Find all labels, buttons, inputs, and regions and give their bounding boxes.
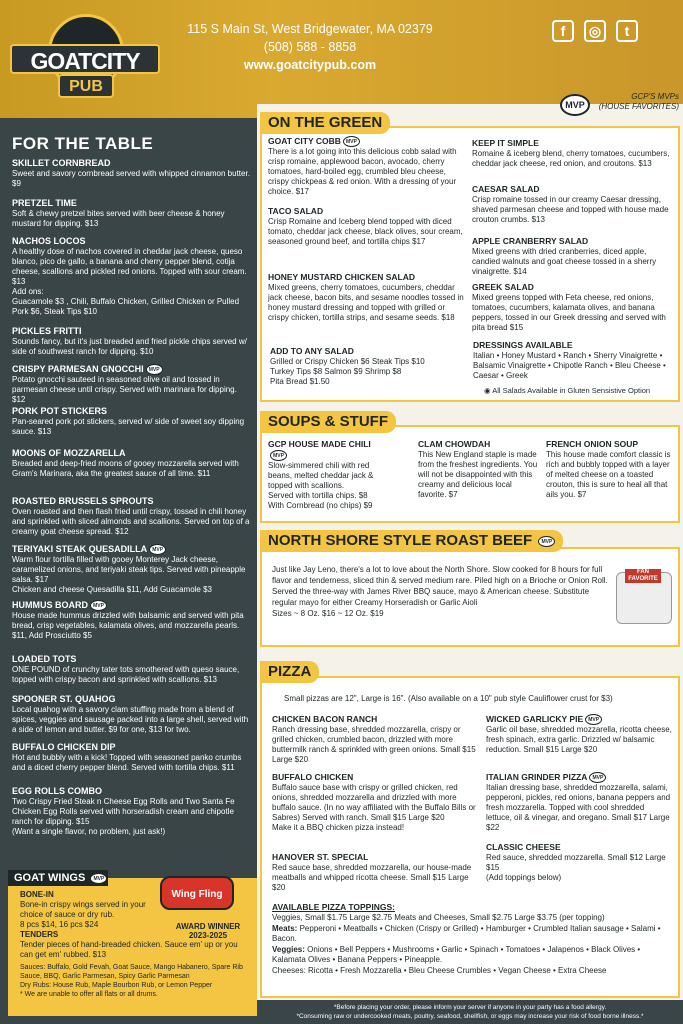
menu-item [12,158,252,189]
meats-label: Meats: [272,923,298,933]
menu-item-desc: A healthy dose of nachos covered in cheddar jack cheese, queso blanco, pico de gallo, a banana and cherry pepper blend, cotija cheese, scallions and pickled red onions. Topped with sour cream. $13 [12,247,247,286]
menu-item-title [12,326,252,337]
menu-item-title [12,694,252,705]
menu-item-name: CLAM CHOWDAH [418,439,491,449]
bone-in-desc: Bone-in crispy wings served in your choice of sauce or dry rub. [20,900,146,919]
veggies-line [272,945,672,966]
cheeses-label: Cheeses: [272,965,306,975]
menu-item [12,236,252,317]
menu-item-name: LOADED TOTS [12,654,77,664]
menu-item-name: KEEP IT SIMPLE [472,138,539,148]
menu-item-title [12,654,252,665]
menu-item-name: BUFFALO CHICKEN [272,772,354,782]
menu-item [12,654,252,685]
menu-item-extra: With Cornbread (no chips) $9 [268,501,373,511]
veggies-label: Veggies: [272,944,305,954]
menu-item-title [472,138,674,149]
menu-item-extra: Make it a BBQ chicken pizza instead! [272,823,405,832]
menu-item-desc: Oven roasted and then flash fried until crispy, tossed in chili honey and sprinkled with sliced almonds and scallions. Served on top of a creamy goat cheese spread. $12 [12,507,250,536]
menu-item [12,326,252,357]
soups-title: SOUPS & STUFF [260,411,396,433]
menu-item-desc: Red sauce, shredded mozzarella. Small $12 Large $15 [486,853,666,872]
mvp-badge-icon: MVP [146,364,163,375]
wings-note: * We are unable to offer all flats or all drums. [20,991,158,998]
menu-item-title [268,136,468,147]
mvp-badge-icon: MVP [343,136,360,147]
menu-item-name: HONEY MUSTARD CHICKEN SALAD [268,272,416,282]
menu-item [268,439,386,511]
menu-item-desc: Slow-simmered chili with red beans, melted cheddar jack & topped with scallions. [268,461,374,491]
menu-item [272,714,477,765]
menu-item-title [472,236,674,247]
menu-item-desc: Romaine & iceberg blend, cherry tomatoes, cucumbers, cheddar jack cheese, red onion, and croutons. $13 [472,149,670,168]
menu-item-desc: There is a lot going into this delicious cobb salad with crisp romaine, applewood bacon, avocado, cherry tomatoes, hard-boiled egg, crumbled bleu cheese, crispy chickpeas & red onion. With a dressing of your choice. $17 [268,147,457,197]
menu-item-title [12,406,252,417]
menu-item-name: SPOONER ST. QUAHOG [12,694,116,704]
menu-item [486,772,672,833]
menu-item-desc: Sweet and savory cornbread served with whipped cinnamon butter. $9 [12,169,250,188]
add-line-2: Turkey Tips $8 Salmon $9 Shrimp $8 [270,367,402,376]
menu-item-desc: Garlic oil base, shredded mozzarella, ricotta cheese, fresh spinach, extra garlic. Drizzled w/ balsamic reduction. Small $15 Large $20 [486,725,672,755]
menu-item-title [546,439,672,450]
menu-item [272,852,477,893]
cheeses-line [272,966,672,977]
menu-item-desc: Mixed greens, cherry tomatoes, cucumbers, cheddar jack cheese, bacon bits, and sesame noodles tossed in honey mustard dressing and topped with grilled or crispy chicken, tortilla strips, and sesame seeds. $18 [268,283,464,322]
menu-item-extra: Guacamole $3 , Chili, Buffalo Chicken, Grilled Chicken or Pulled Pork $6, Steak Tips $10 [12,297,240,316]
tenders-title: TENDERS [20,930,59,939]
raw-food-note: *Consuming raw or undercooked meats, poultry, seafood, shellfish, or eggs may increase your risk of food borne illness.* [296,1013,644,1020]
instagram-icon[interactable]: ◎ [584,20,606,42]
menu-item-desc: Two Crispy Fried Steak n Cheese Egg Rolls and Two Santa Fe Chicken Egg Rolls served with horseradish cream and chipotle ranch for dipping. $15 [12,797,235,826]
menu-item [472,138,674,169]
menu-item-desc: Hot and bubbly with a kick! Topped with seasoned panko crumbs and a diced cherry pepper blend. Served with tortilla chips. $11 [12,753,242,772]
menu-item [268,206,468,247]
menu-item-extra: (Want a single flavor, no problem, just ask!) [12,827,166,836]
menu-item-name: CLASSIC CHEESE [486,842,561,852]
menu-item-name: ITALIAN GRINDER PIZZA [486,772,588,782]
goat-wings-title [8,870,108,886]
menu-item [12,544,252,595]
bone-in-title: BONE-IN [20,890,54,899]
menu-item-name: PRETZEL TIME [12,198,77,208]
menu-item [472,184,674,225]
address: 115 S Main St, West Bridgewater, MA 02379 [187,22,433,36]
dressings [473,340,673,381]
menu-item-desc: This New England staple is made from the freshest ingredients. You will not be disappointed with this creamy and delicious local favorite. $7 [418,450,538,499]
logo-sub: PUB [58,74,114,98]
menu-item-extra: Chicken and cheese Quesadilla $11, Add Guacamole $3 [12,585,212,595]
menu-item [12,406,252,437]
menu-item [472,282,674,333]
dressings-list: Italian • Honey Mustard • Ranch • Sherry Vinaigrette • Balsamic Vinaigrette • Chipotle Ranch • Bleu Cheese • Caesar • Greek [473,351,666,380]
menu-item-desc: Red sauce base, shredded mozzarella, our house-made meatballs and whipped ricotta cheese. Small $15 Large $20 [272,863,472,892]
menu-item-desc: Soft & chewy pretzel bites served with beer cheese & honey mustard for dipping. $13 [12,209,225,228]
roast-beef-desc [272,564,612,619]
pizza-title: PIZZA [260,661,319,683]
mvp-badge-icon: MVP [90,600,107,611]
menu-item [486,714,672,755]
menu-item [12,600,252,641]
menu-item-name: HANOVER ST. SPECIAL [272,852,369,862]
contact-info [170,20,450,74]
menu-item-extra: Add ons: [12,287,44,296]
menu-item-name: GCP HOUSE MADE CHILI [268,439,371,449]
menu-item-desc: House made hummus drizzled with balsamic and served with pita bread, crisp vegetables, kalamata olives, and mozzarella pearls. $11, Add Prosciutto $5 [12,611,244,641]
menu-item-name: WICKED GARLICKY PIE [486,714,584,724]
menu-item-desc: Mixed greens topped with Feta cheese, red onions, tomatoes, cucumbers, kalamata olives, and banana peppers, tossed in our Greek dressing and served with pita bread $15 [472,293,666,332]
menu-item [12,448,252,479]
menu-item [546,439,672,500]
menu-item-extra: (Add toppings below) [486,873,562,882]
menu-item-name: PICKLES FRITTI [12,326,82,336]
menu-item-title [486,772,672,783]
menu-item-desc: Italian dressing base, shredded mozzarella, salami, pepperoni, pickles, red onions, banana peppers and fresh mozzarella. Topped with cool shredded lettuce, oil & vinegar, and oregano. Small $17 Large $22 [486,783,671,833]
award-text [168,922,248,940]
for-the-table-title: FOR THE TABLE [12,134,154,153]
toppings-prices: Veggies, Small $1.75 Large $2.75 Meats and Cheeses, Small $2.75 Large $3.75 (per topping) [272,913,605,922]
menu-item-title [272,772,477,783]
pizza-intro: Small pizzas are 12", Large is 16". (Also available on a 10" pub style Cauliflower crust for $3) [284,694,613,703]
pizza-toppings [272,902,672,976]
menu-item [472,236,674,277]
gluten-note-text: All Salads Available in Gluten Sensistive Option [492,386,651,395]
meats-line [272,924,672,945]
menu-item-title [472,282,674,293]
gluten-note [484,386,674,396]
menu-item-title [12,496,252,507]
menu-item-title [418,439,538,450]
menu-item-desc: Ranch dressing base, shredded mozzarella, crispy or grilled chicken, crumbled bacon, drizzled with more buttermilk ranch & sprinkled with green onions. Small $15 Large $20 [272,725,476,764]
wing-fling-logo: Wing Fling [160,876,234,910]
menu-item-name: PORK POT STICKERS [12,406,108,416]
mvp-legend-line1: GCP'S MVPs [631,92,679,101]
goat-wings-title-text: GOAT WINGS [14,872,86,884]
add-line-1: Grilled or Crispy Chicken $6 Steak Tips $10 [270,357,425,366]
menu-item [268,136,468,197]
menu-item-desc: Potato gnocchi sauteed in seasoned olive oil and tossed in parmesan cheese until crispy. Served with marinara for dipping. $12 [12,375,237,405]
menu-item-desc: ONE POUND of crunchy tater tots smothered with queso sauce, topped with crispy bacon and sprinkled with scallions. $13 [12,665,240,684]
add-to-salad-title: ADD TO ANY SALAD [270,346,354,356]
menu-item [12,742,252,773]
menu-item-name: SKILLET CORNBREAD [12,158,111,168]
menu-item [12,496,252,537]
menu-item-title [12,158,252,169]
mvp-legend [560,92,683,124]
mvp-legend-icon: MVP [560,94,590,116]
menu-item-title [12,198,252,209]
menu-item [268,272,468,323]
roast-beef-title-text: NORTH SHORE STYLE ROAST BEEF [268,532,533,549]
menu-item-name: MOONS OF MOZZARELLA [12,448,126,458]
menu-item-title [12,236,252,247]
menu-item [418,439,538,500]
add-to-salad [270,346,470,387]
veggies-list: Onions • Bell Peppers • Mushrooms • Garlic • Spinach • Tomatoes • Jalapenos • Black Olives • Kalamata Olives • Banana Peppers • Pineapple. [272,944,641,964]
sauces: Sauces: Buffalo, Gold Fevah, Goat Sauce, Mango Habanero, Spare Rib Sauce, BBQ, Garlic Parmesan, Spicy Garlic Parmesan [20,964,243,980]
menu-item-title [272,852,477,863]
allergy-note: *Before placing your order, please inform your server if anyone in your party has a food allergy. [333,1004,607,1011]
menu-item [12,786,252,837]
social-links [552,20,638,42]
award-label: AWARD WINNER [175,922,241,931]
menu-item-name: HUMMUS BOARD [12,600,88,610]
menu-item-name: GREEK SALAD [472,282,534,292]
menu-item-title [486,714,672,725]
mvp-badge-icon: MVP [149,544,166,555]
menu-item-name: CAESAR SALAD [472,184,540,194]
mvp-legend-line2: (HOUSE FAVORITES) [598,102,679,111]
menu-item [12,364,252,405]
menu-item-title [268,272,468,283]
menu-item-name: CRISPY PARMESAN GNOCCHI [12,364,144,374]
goat-city-pub-logo [10,14,160,102]
menu-item-desc: Local quahog with a savory clam stuffing made from a blend of spices, veggies and sausage packed into a large shell, served with a side of lemon and butter. $9 for one, $13 for two. [12,705,249,734]
menu-item-desc: Breaded and deep-fried moons of gooey mozzarella served with Gram's Marinara, aka the greatest sauce of all time. $11 [12,459,239,478]
footer [257,1000,683,1024]
menu-item-desc: Buffalo sauce base with crispy or grilled chicken, red onions, shredded mozzarella and drizzled with more buffalo sauce. (In no way affiliated with the Buffalo Bills or Sabres) Served with ranch. Small $15 Large $20 [272,783,476,822]
fan-favorite-tag: FAN FAVORITE [625,569,661,583]
menu-item-name: GOAT CITY COBB [268,136,341,146]
mvp-badge-icon: MVP [90,873,107,884]
menu-item-name: APPLE CRANBERRY SALAD [472,236,589,246]
roast-beef-description: Just like Jay Leno, there's a lot to love about the North Shore. Slow cooked for 8 hours for full flavor and tenderness, sliced thin & served medium rare. Piled high on a Brioche or Onion Roll. Served the three-way with James River BBQ sauce, mayo & American cheese. Substitute regular mayo for either Creamy Horseradish or Garlic Aioli [272,565,608,607]
menu-item-name: TACO SALAD [268,206,324,216]
menu-item-title [12,742,252,753]
menu-item-title [486,842,672,853]
menu-item-title [12,600,252,611]
menu-item-title [12,786,252,797]
menu-item-title [12,448,252,459]
dry-rubs: Dry Rubs: House Rub, Maple Bourbon Rub, or Lemon Pepper [20,982,213,989]
menu-item [486,842,672,883]
mvp-badge-icon: MVP [270,450,287,461]
cheeses-list: Ricotta • Fresh Mozzarella • Bleu Cheese Crumbles • Vegan Cheese • Extra Cheese [308,965,607,975]
phone[interactable]: (508) 588 - 8858 [263,40,357,54]
toppings-title: AVAILABLE PIZZA TOPPINGS: [272,902,395,912]
mvp-badge-icon: MVP [589,772,606,783]
menu-item-name: CHICKEN BACON RANCH [272,714,378,724]
menu-item-name: ROASTED BRUSSELS SPROUTS [12,496,154,506]
award-years: 2023-2025 [188,931,228,940]
menu-item-desc: Crisp romaine tossed in our creamy Caesar dressing, shaved parmesan cheese and topped with house made crouton crumbs. $13 [472,195,669,224]
menu-item [12,694,252,735]
on-the-green-title: ON THE GREEN [260,112,390,134]
tenders-desc: Tender pieces of hand-breaded chicken. Sauce em' up or you can get em' rubbed. $13 [20,940,238,959]
menu-item-name: EGG ROLLS COMBO [12,786,102,796]
menu-item-title [268,206,468,217]
menu-item-title [272,714,477,725]
dressings-title: DRESSINGS AVAILABLE [473,340,573,350]
menu-item-title [12,364,252,375]
menu-item-name: BUFFALO CHICKEN DIP [12,742,116,752]
logo-name: GOATCITY [10,44,160,74]
menu-item-title [12,544,252,555]
menu-item-title [268,439,386,461]
menu-item-name: FRENCH ONION SOUP [546,439,639,449]
menu-item-desc: Pan-seared pork pot stickers, served w/ side of sweet soy dipping sauce. $13 [12,417,245,436]
gluten-free-icon: ◉ [484,386,491,395]
menu-item-desc: This house made comfort classic is rich and bubbly topped with a layer of melted cheese on a toasted crouton, this is sure to heal all that ails you. $7 [546,450,671,499]
menu-item-desc: Crisp Romaine and Iceberg blend topped with diced tomato, cheddar jack cheese, black olives, sour cream, seasoned ground beef, and tortilla chips $17 [268,217,463,246]
meats-list: Pepperoni • Meatballs • Chicken (Crispy or Grilled) • Hamburger • Crumbled Italian sausage • Salami • Bacon. [272,923,661,943]
menu-item [12,198,252,229]
menu-item-name: NACHOS LOCOS [12,236,86,246]
roast-beef-sizes: Sizes ~ 8 Oz. $16 ~ 12 Oz. $19 [272,609,384,618]
mvp-badge-icon: MVP [585,714,602,725]
facebook-icon[interactable]: f [552,20,574,42]
roast-beef-title [260,530,563,552]
roast-beef-sandwich-image [616,569,672,624]
twitter-icon[interactable]: t [616,20,638,42]
website-link[interactable]: www.goatcitypub.com [243,58,377,72]
add-line-3: Pita Bread $1.50 [270,377,330,386]
menu-item-name: TERIYAKI STEAK QUESADILLA [12,544,148,554]
bone-in-price: 8 pcs $14, 16 pcs $24 [20,920,99,929]
menu-item-desc: Mixed greens with dried cranberries, diced apple, candied walnuts and goat cheese tossed in a sherry vinaigrette. $14 [472,247,657,276]
menu-item-title [472,184,674,195]
menu-item-desc: Warm flour tortilla filled with gooey Monterey Jack cheese, caramelized onions, and teriyaki steak tips. Served with pineapple salsa. $17 [12,555,246,585]
mvp-badge-icon: MVP [538,536,555,547]
menu-item [272,772,477,833]
menu-item-extra: Served with tortilla chips. $8 [268,491,368,501]
menu-item-desc: Sounds fancy, but it's just breaded and fried pickle chips served w/ side of southwest ranch for dipping. $10 [12,337,247,356]
